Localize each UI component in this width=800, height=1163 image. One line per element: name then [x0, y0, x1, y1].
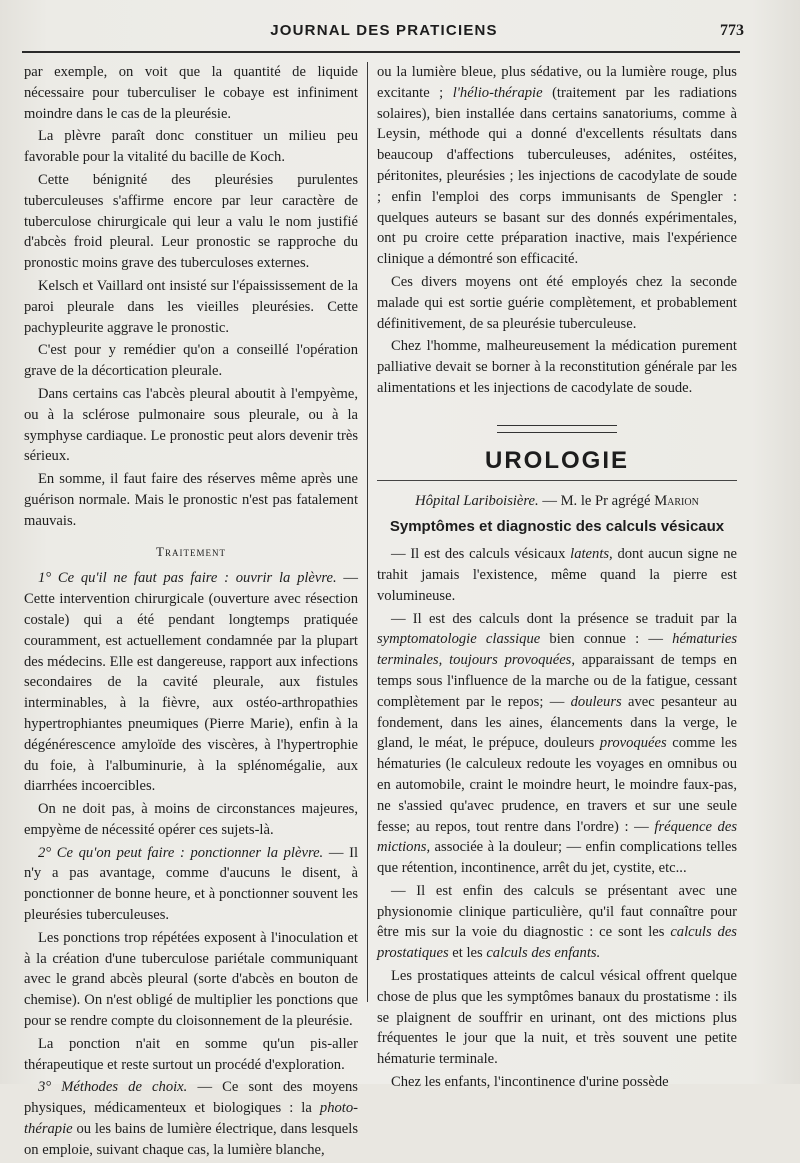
paragraph: Chez les enfants, l'incontinence d'urine possède [391, 1074, 669, 1091]
paragraph: 3° Méthodes de choix. — Ce sont des moyens physiques, médicamenteux et biologiques : la photo-thérapie ou les bains de lumière électrique, dans lesquels on emploie, suivant chaque cas, la lumière blanche, [24, 1079, 358, 1158]
section-title-urologie: UROLOGIE [484, 446, 629, 474]
page-header [24, 22, 744, 48]
header-rule [22, 51, 740, 53]
page-number: 773 [720, 22, 744, 39]
section-ornament [497, 425, 617, 433]
paragraph: Ces divers moyens ont été employés chez la seconde malade qui est sortie guérie complètement, et probablement définitivement, de sa pleurésie tuberculeuse. [377, 273, 737, 332]
paragraph: La plèvre paraît donc constituer un milieu peu favorable pour la vitalité du bacille de Koch. [24, 128, 358, 166]
left-column [24, 62, 358, 1163]
paragraph: — Il est des calculs vésicaux latents, dont aucun signe ne trahit jamais l'existence, même quand la pierre est volumineuse. [377, 546, 738, 604]
paragraph: Les prostatiques atteints de calcul vésical offrent quelque chose de plus que les symptômes banaux du prostatisme : ils se plaignent de souffrir en urinant, ont des mictions plus fréquentes le jour que la nuit, et très souvent une petite hématurie terminale. [377, 968, 737, 1068]
section-heading-traitement: Traitement [156, 543, 226, 559]
paragraph: ou la lumière bleue, plus sédative, ou la lumière rouge, plus excitante ; l'hélio-thérapie (traitement par les radiations solaires), bien installée dans certains sanatoriums, comme à Leysin, méthode qui a donné d'excellents résultats dans beaucoup d'affections tuberculeuses, adénites, ostéites, péritonites, pleurésies ; les injections de cacodylate de soude ; enfin l'emploi des corps immunisants de Spengler : quelques auteurs se basant sur des donnés expérimentales, ont pu croire cette préparation inactive, mais l'expérience clinique a démontré son efficacité. [377, 64, 737, 268]
running-title: JOURNAL DES PRATICIENS [270, 22, 498, 39]
paragraph: Kelsch et Vaillard ont insisté sur l'épaississement de la paroi pleurale dans les vieilles pleurésies. Cette pachypleurite aggrave le pronostic. [24, 277, 358, 336]
paragraph: Chez l'homme, malheureusement la médication purement palliative devait se borner à la reconstitution générale par les alimentations et les injections de cacodylate de soude. [377, 338, 737, 396]
paragraph: En somme, il faut faire des réserves même après une guérison normale. Mais le pronostic n'est pas fatalement mauvais. [24, 471, 358, 529]
paragraph: On ne doit pas, à moins de circonstances majeures, empyème de nécessité opérer ces sujets-là. [24, 801, 358, 838]
paragraph: — Il est enfin des calculs se présentant avec une physionomie clinique particulière, qu'il faut connaître pour être mis sur la voie du diagnostic : ce sont les calculs des prostatiques et les calculs des enfants. [377, 882, 737, 962]
paragraph: 1° Ce qu'il ne faut pas faire : ouvrir la plèvre. — Cette intervention chirurgicale (ouverture avec résection costale) qui a été pendant longtemps pratiquée couramment, est actuellement condamnée par la plupart des médecins. Elle est dangereuse, rapport aux infections secondaires de la cavité pleurale, aux fistules interminables, à la fièvre, aux ostéo-arthropathies hypertrophiantes pneumiques (Pierre Marie), enfin à la dégénérescence amyloïde des viscères, à l'hypertrophie du foie, à l'albuminurie, à la splénomégalie, aux diarrhées incoercibles. [24, 570, 358, 795]
paragraph: Dans certains cas l'abcès pleural aboutit à l'empyème, ou à la sclérose pulmonaire sous pleurale, ou à la symphyse cardiaque. Le pronostic peut alors devenir très sérieux. [24, 385, 358, 465]
paragraph: Cette bénignité des pleurésies purulentes tuberculeuses s'affirme encore par leur caractère de tuberculose chirurgicale qui leur a valu le nom justifié d'abcès froid pleural. Leur pronostic se rapproche du pronostic moins grave des tuberculoses externes. [24, 171, 358, 272]
treatment-3-label: 3° Méthodes de choix. [38, 1079, 188, 1096]
paragraph: Les ponctions trop répétées exposent à l'inoculation et à la création d'une tuberculose pariétale communiquant avec le grand abcès pleural (sorte d'abcès en bouton de chemise). On n'est obligé de multiplier les ponctions que pour se rendre compte du cloisonnement de la pleurésie. [24, 929, 358, 1030]
title-rule [377, 480, 737, 481]
article-title: Symptômes et diagnostic des calculs vésicaux [389, 518, 725, 536]
article-byline: Hôpital Lariboisière. — M. le Pr agrégé Marion [415, 492, 699, 509]
treatment-1-label: 1° Ce qu'il ne faut pas faire : ouvrir la plèvre. [38, 570, 337, 587]
paragraph: La ponction n'ait en somme qu'un pis-aller thérapeutique et reste surtout un procédé d'exploration. [24, 1035, 358, 1073]
paragraph: 2° Ce qu'on peut faire : ponctionner la plèvre. — Il n'y a pas avantage, comme d'aucuns le disent, à ponctionner de bonne heure, et à ponctionner souvent les pleurésies tuberculeuses. [24, 844, 359, 924]
paragraph: — Il est des calculs dont la présence se traduit par la symptomatologie classique bien connue : — hématuries terminales, toujours provoquées, apparaissant de temps en temps sous l'influence de la marche ou de la fatigue, cessant complètement par le repos; — douleurs avec pesanteur au fondement, dans les aines, élancements dans la verge, le gland, le méat, le prépuce, douleurs provoquées comme les hématuries (le calculeux redoute les voyages en omnibus ou en automobile, craint le moindre heurt, le moindre faux-pas, ne s'assied qu'avec prudence, en travers et sur une seule fesse; au repos, tout rentre dans l'ordre) : — fréquence des mictions, associée à la douleur; — enfin complications telles que rétention, incontinence, arrêt du jet, cystite, etc... [377, 610, 738, 877]
column-divider [367, 62, 368, 1002]
treatment-2-label: 2° Ce qu'on peut faire : ponctionner la plèvre. [38, 844, 324, 861]
right-column [377, 62, 737, 1095]
paragraph: C'est pour y remédier qu'on a conseillé l'opération grave de la décortication pleurale. [24, 342, 358, 380]
paragraph: par exemple, on voit que la quantité de liquide nécessaire pour tuberculiser le cobaye est infiniment moindre dans le cas de la pleurésie. [24, 64, 358, 122]
